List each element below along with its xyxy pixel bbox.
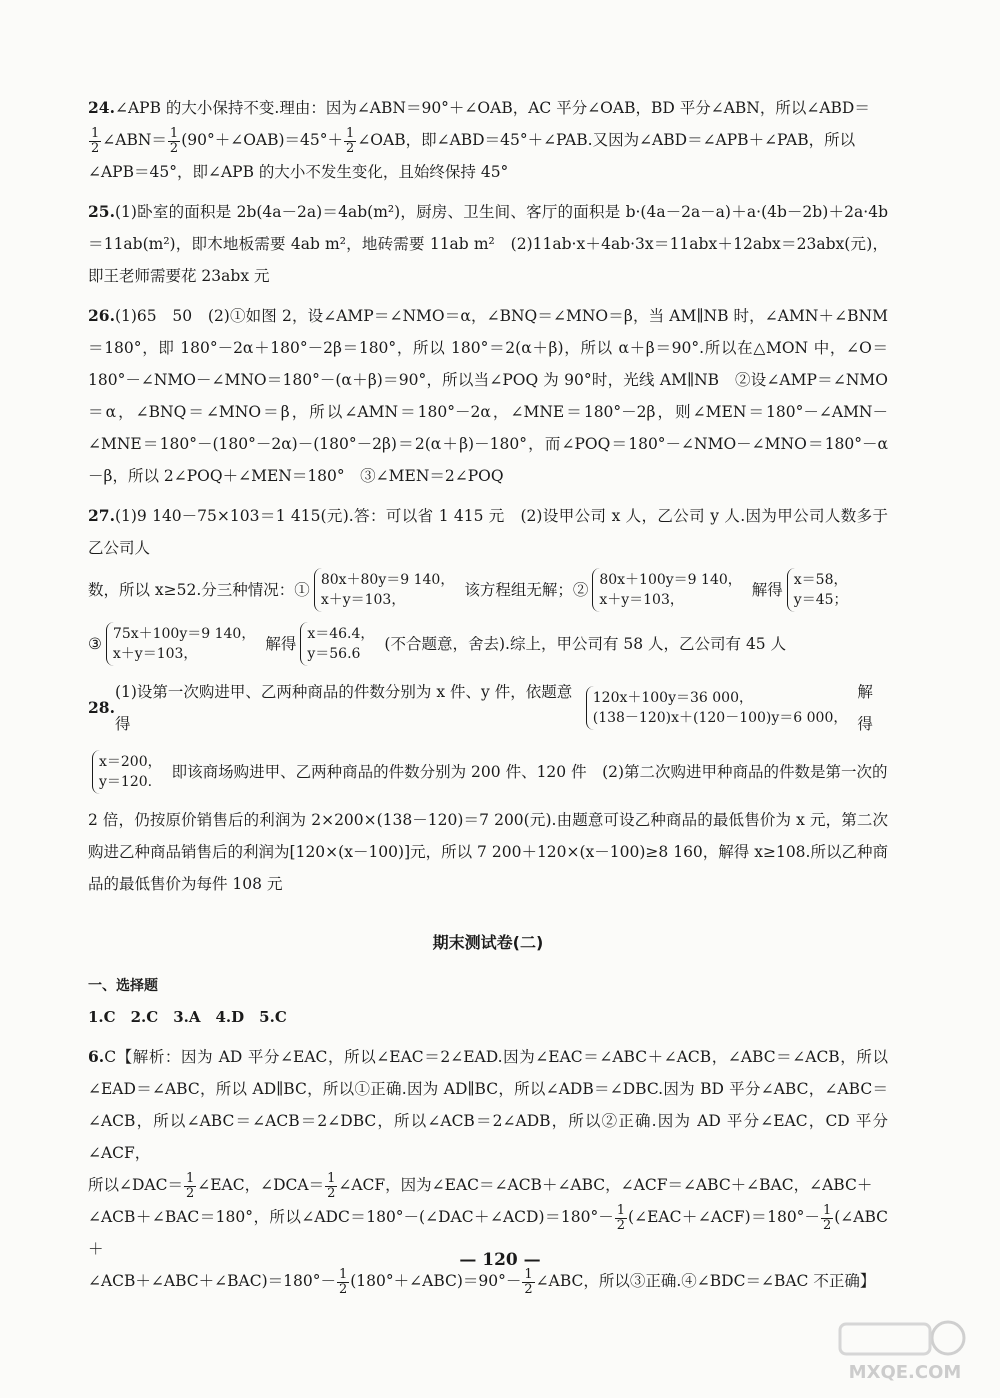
q28-solution-row (88, 750, 888, 794)
text: ∠ACB＋∠BAC＝180°，所以∠ADC＝180°－(∠DAC＋∠ACD)＝180°－ (88, 1208, 614, 1226)
section-title: 期末测试卷(二) (432, 933, 544, 952)
text: ∠APB 的大小保持不变.理由：因为∠ABN＝90°＋∠OAB，AC 平分∠OAB，BD 平分∠ABN，所以∠ABD＝ (114, 99, 870, 117)
text: ∠ACB＋∠ABC＋∠BAC)＝180°－ (88, 1272, 336, 1290)
page-number-text: 120 (482, 1250, 518, 1270)
equation-system: 80x＋100y＝9 140， x＋y＝103， (592, 568, 747, 612)
answer-page (88, 92, 888, 1305)
text: 解得 (751, 581, 783, 599)
text: 解得 (265, 635, 297, 653)
equation-system: 75x＋100y＝9 140， x＋y＝103， (106, 622, 261, 666)
text: 2 倍，仍按原价销售后的利润为 2×200×(138－120)＝7 200(元).由题意可设乙种商品的最低售价为 x 元，第二次购进乙种商品销售后的利润为[120×(x－100)]元，所以 7 200＋120×(x－100)≥8 160，解得 x≥108.所以乙种商品的最低售价为每件 108 元 (88, 811, 888, 893)
text: 解得 (857, 683, 873, 733)
question-number: 26. (88, 306, 115, 325)
fraction: $\frac{1}{2}$ (185, 1170, 195, 1201)
text: (1)卧室的面积是 2b(4a－2a)＝4ab(m²)，厨房、卫生间、客厅的面积是 b·(4a－2a－a)＋a·(4b－2b)＋2a·4b＝11ab(m²)，即木地板需要 4ab m²，地砖需要 11ab m² (2)11ab·x＋4ab·3x＝11abx＋12abx＝23abx(元)，即王老师需要花 23abx 元 (88, 203, 888, 285)
sub-title: 一、选择题 (88, 978, 158, 994)
text: (1)9 140－75×103＝1 415(元).答：可以省 1 415 元 (2)设甲公司 x 人，乙公司 y 人.因为甲公司人数多于乙公司人 (88, 507, 888, 557)
question-24 (88, 92, 888, 188)
question-26 (88, 300, 888, 492)
text: C【解析：因为 AD 平分∠EAC，所以∠EAC＝2∠EAD.因为∠EAC＝∠ABC＋∠ACB，∠ABC＝∠ACB，所以∠EAD＝∠ABC，所以 AD∥BC，所以①正确.因为 AD∥BC，所以∠ADB＝∠DBC.因为 BD 平分∠ABC，∠ABC＝∠ACB，所以∠ABC＝∠ACB＝2∠DBC，所以∠ACB＝2∠ADB，所以②正确.因为 AD 平分∠EAC，CD 平分∠ACF， (88, 1048, 888, 1162)
equation-system: 120x＋100y＝36 000， (138－120)x＋(120－100)y＝6 000， (586, 686, 854, 730)
text: ∠ABN＝ (102, 131, 167, 149)
text: ③ (88, 635, 102, 653)
fraction: $\frac{1}{2}$ (524, 1266, 533, 1297)
text: (180°＋∠ABC)＝90°－ (350, 1272, 522, 1290)
text: (1)65 50 (2)①如图 2，设∠AMP＝∠NMO＝α，∠BNQ＝∠MNO＝β，当 AM∥NB 时，∠AMN＋∠BNM＝180°，即 180°－2α＋180°－2β＝180°，所以 180°＝2(α＋β)，所以 α＋β＝90°.所以在△MON 中，∠O＝180°－∠NMO－∠MNO＝180°－(α＋β)＝90°，所以当∠POQ 为 90°时，光线 AM∥NB ②设∠AMP＝∠NMO＝α，∠BNQ＝∠MNO＝β，所以∠AMN＝180°－2α，∠MNE＝180°－2β，则∠MEN＝180°－∠AMN－∠MNE＝180°－(180°－2α)－(180°－2β)＝2(α＋β)－180°，而∠POQ＝180°－∠NMO－∠MNO＝180°－α－β，所以 2∠POQ＋∠MEN＝180° ③∠MEN＝2∠POQ (88, 307, 888, 485)
equation-system: 80x＋80y＝9 140， x＋y＝103， (314, 568, 461, 612)
choice-answers: 1.C 2.C 3.A 4.D 5.C (88, 1008, 287, 1026)
q27-systems-row-1 (88, 568, 888, 612)
equation-system: x＝58， y＝45； (787, 568, 854, 612)
equation-system: x＝46.4， y＝56.6 (300, 622, 380, 666)
text: (90°＋∠OAB)＝45°＋ (181, 131, 344, 149)
question-number: 27. (88, 506, 115, 525)
question-number: 6. (88, 1047, 105, 1066)
text: 即该商场购进甲、乙两种商品的件数分别为 200 件、120 件 (2)第二次购进甲种商品的件数是第一次的 (171, 763, 888, 781)
watermark-logo (830, 1316, 980, 1386)
svg-text:MXQE.COM: MXQE.COM (848, 1362, 962, 1383)
text: 数，所以 x≥52.分三种情况：① (88, 581, 310, 599)
question-number: 25. (88, 202, 115, 221)
fraction: $\frac{1}{2}$ (346, 125, 355, 156)
text: (不合题意，舍去).综上，甲公司有 58 人，乙公司有 45 人 (384, 635, 787, 653)
q27-systems-row-2 (88, 622, 888, 666)
text: (∠ABC＋ (88, 1208, 888, 1258)
fraction: $\frac{1}{2}$ (169, 125, 179, 156)
text: ∠APB＝45°，即∠APB 的大小不发生变化，且始终保持 45° (88, 163, 509, 181)
question-28 (88, 676, 888, 740)
fraction: $\frac{1}{2}$ (327, 1170, 336, 1201)
text: ∠EAC，∠DCA＝ (197, 1176, 325, 1194)
text: ∠OAB，即∠ABD＝45°＋∠PAB.又因为∠ABD＝∠APB＋∠PAB，所以 (357, 131, 856, 149)
question-25 (88, 196, 888, 292)
fraction: $\frac{1}{2}$ (822, 1202, 832, 1233)
text: 该方程组无解；② (464, 581, 589, 599)
page-number: — 120 — (459, 1250, 541, 1270)
text: (∠EAC＋∠ACF)＝180°－ (628, 1208, 820, 1226)
equation-system: x＝200， y＝120. (92, 750, 168, 794)
q28-rest (88, 804, 888, 900)
question-27 (88, 500, 888, 564)
fraction: $\frac{1}{2}$ (616, 1202, 626, 1233)
fraction: $\frac{1}{2}$ (338, 1266, 348, 1297)
question-number: 28. (88, 698, 115, 717)
text: 所以∠DAC＝ (88, 1176, 183, 1194)
text: ∠ABC，所以③正确.④∠BDC＝∠BAC 不正确】 (535, 1272, 876, 1290)
fraction: $\frac{1}{2}$ (91, 125, 100, 156)
text: ∠ACF，因为∠EAC＝∠ACB＋∠ABC，∠ACF＝∠ABC＋∠BAC，∠ABC＋ (338, 1176, 873, 1194)
question-number: 24. (88, 98, 115, 117)
text: (1)设第一次购进甲、乙两种商品的件数分别为 x 件、y 件，依题意得 (114, 683, 573, 733)
